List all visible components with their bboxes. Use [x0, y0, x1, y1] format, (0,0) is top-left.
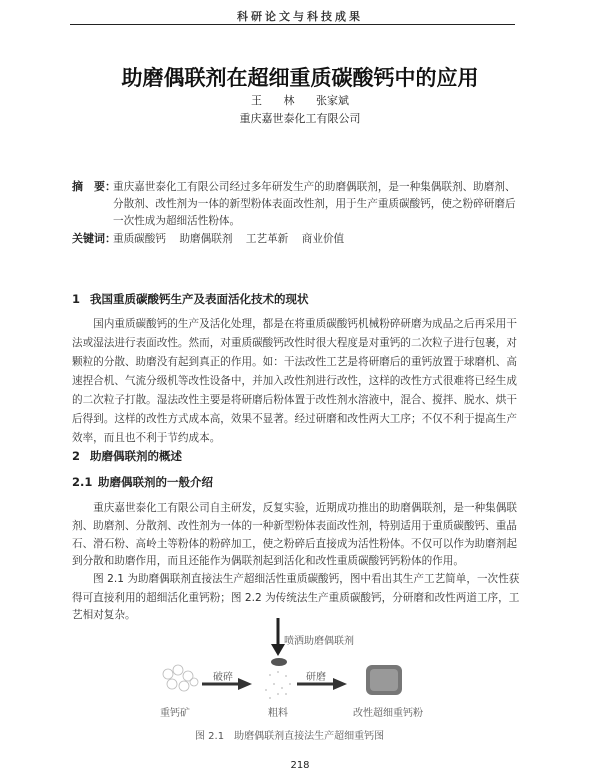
grind-label: 研磨 — [306, 672, 326, 683]
author: 张家斌 — [316, 94, 349, 107]
modified-powder-icon — [366, 665, 402, 695]
paragraph-line: 效率，而且也不利于节约成本。 — [72, 432, 221, 444]
paragraph-line: 颗粒的分散、助磨没有起到真正的作用。如：干法改性工艺是将研磨后的重钙放置于球磨机、高 — [72, 356, 517, 368]
coarse-powder-icon — [265, 671, 291, 699]
abstract-line: 重庆嘉世泰化工有限公司经过多年研发生产的助磨偶联剂，是一种集偶联剂、助磨剂、 — [113, 181, 516, 193]
abstract-line: 一次性成为超细活性粉体。 — [113, 215, 241, 227]
paragraph-line: 剂、助磨剂、分散剂、改性剂为一体的一种新型粉体表面改性剂，特别适用于重质碳酸钙、重晶 — [72, 520, 517, 532]
section-title: 助磨偶联剂的一般介绍 — [98, 475, 213, 489]
coupling-agent-pile-icon — [271, 658, 287, 666]
page-number: 218 — [290, 760, 310, 771]
affiliation: 重庆嘉世泰化工有限公司 — [239, 112, 361, 125]
paragraph-line: 的二次粒子打散。湿法改性主要是将研磨后粉体置于改性剂水溶液中，混合、搅拌、脱水、烘干 — [72, 394, 517, 406]
raw-ore-icon — [163, 665, 198, 691]
section-title: 助磨偶联剂的概述 — [90, 449, 182, 463]
spray-label: 喷洒助磨偶联剂 — [284, 636, 354, 647]
product-label: 改性超细重钙粉 — [353, 708, 423, 719]
paragraph-line: 重庆嘉世泰化工有限公司自主研发，反复实验，近期成功推出的助磨偶联剂，是一种集偶联 — [72, 502, 517, 514]
paragraph-line: 后得到。这样的改性方式成本高，效果不显著。经过研磨和改性两大工序；不仅不利于提高生产 — [72, 413, 517, 425]
keywords-label: 关键词： — [72, 232, 116, 245]
section-title: 我国重质碳酸钙生产及表面活化技术的现状 — [90, 292, 309, 306]
keyword: 助磨偶联剂 — [179, 233, 233, 245]
paper-title: 助磨偶联剂在超细重质碳酸钙中的应用 — [121, 66, 479, 90]
paragraph-line: 得可直接利用的超细活化重钙粉；图 2.2 为传统法生产重质碳酸钙，分研磨和改性两道工序，工 — [72, 592, 520, 604]
paragraph-line: 石、滑石粉、高岭土等粉体的粉碎加工，使之粉碎后直接成为活性粉体。不仅可以作为助磨剂起 — [72, 538, 517, 550]
author: 王 林 — [251, 94, 295, 107]
figure-caption: 图 2.1 助磨偶联剂直接法生产超细重钙图 — [195, 731, 385, 742]
down-arrow-icon — [271, 618, 285, 656]
section-number: 2.1 — [72, 475, 93, 489]
keyword: 商业价值 — [301, 233, 345, 245]
paragraph-line: 国内重质碳酸钙的生产及活化处理，都是在将重质碳酸钙机械粉碎研磨为成品之后再采用干 — [72, 318, 517, 330]
raw-ore-label: 重钙矿 — [160, 708, 190, 719]
paragraph-line: 图 2.1 为助磨偶联剂直接法生产超细活性重质碳酸钙，图中看出其生产工艺简单，一次性获 — [72, 573, 520, 585]
abstract-label: 摘 要： — [72, 180, 116, 193]
keyword: 工艺革新 — [245, 233, 289, 245]
section-number: 1 — [72, 292, 81, 306]
paragraph-line: 速捏合机、气流分级机等改性设备中，并加入改性剂进行改性，这样的改性方式很难将已经生成 — [72, 375, 517, 387]
section-number: 2 — [72, 449, 81, 463]
paragraph-line: 到分散和助磨作用，而且还能作为偶联剂起到活化和改性重质碳酸钙钙粉体的作用。 — [72, 555, 464, 567]
crush-label: 破碎 — [213, 672, 233, 683]
paragraph-line: 法或湿法进行表面改性。然而，对重质碳酸钙改性时很大程度是对重钙的二次粒子进行包裹，对 — [72, 337, 517, 349]
running-header: 科研论文与科技成果 — [237, 10, 363, 23]
coarse-label: 粗料 — [268, 708, 288, 719]
paragraph-line: 艺相对复杂。 — [72, 609, 136, 621]
abstract-line: 分散剂、改性剂为一体的新型粉体表面改性剂，用于生产重质碳酸钙，使之粉碎研磨后 — [113, 198, 516, 210]
keyword: 重质碳酸钙 — [113, 233, 166, 245]
